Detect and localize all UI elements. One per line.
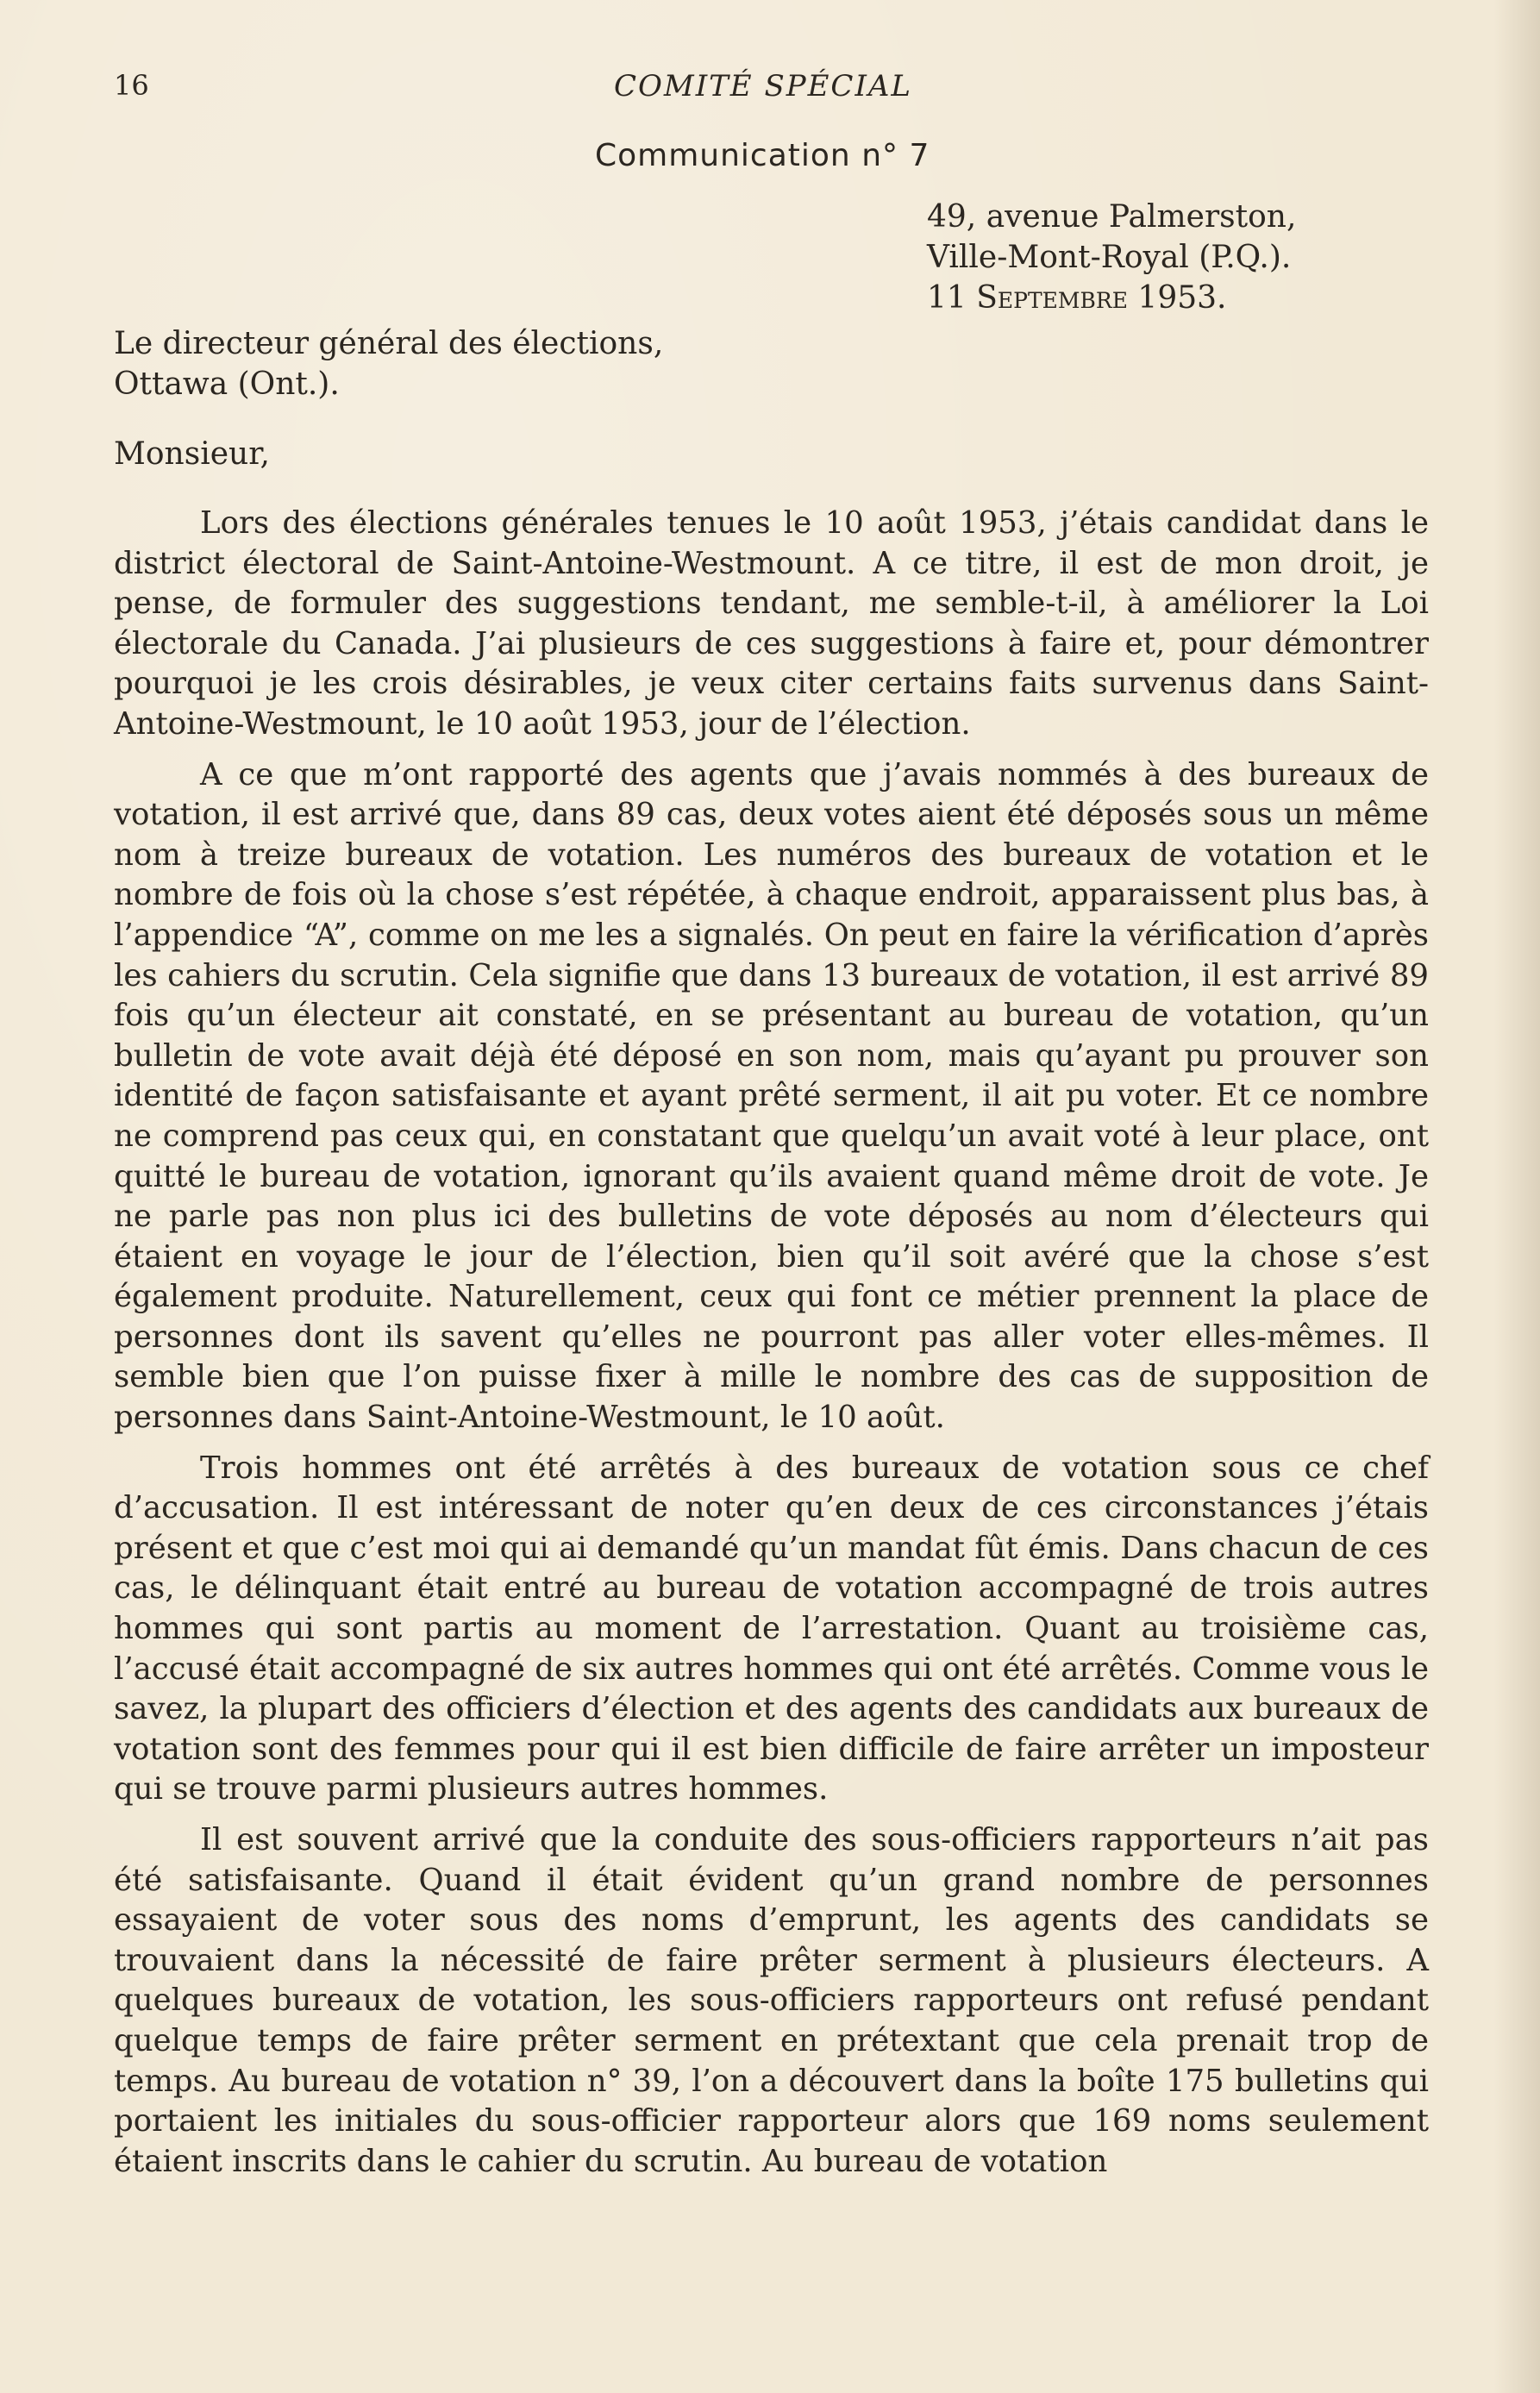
address-street: 49, avenue Palmerston, <box>927 199 1297 235</box>
paragraph: Il est souvent arrivé que la conduite des sous-officiers rapporteurs n’ait pas été satisfaisante. Quand il était évident qu’un grand nombre de personnes essayaient de voter sous des noms d’emprunt, les agents des candidats se trouvaient dans la nécessité de faire prêter serment à plusieurs électeurs. A quelques bureaux de votation, les sous-officiers rapporteurs ont refusé pendant quelque temps de faire prêter serment en prétextant que cela prenait trop de temps. Au bureau de votation n° 39, l’on a découvert dans la boîte 175 bulletins qui portaient les initiales du sous-officier rapporteur alors que 169 noms seulement étaient inscrits dans le cahier du scrutin. Au bureau de votation <box>114 1822 1429 2179</box>
recipient-block <box>114 323 663 404</box>
letter-body <box>114 504 1429 2192</box>
date-year: 1953. <box>1137 280 1227 316</box>
date-day: 11 <box>927 280 967 316</box>
recipient-city: Ottawa (Ont.). <box>114 366 340 402</box>
paragraph: Trois hommes ont été arrêtés à des bureaux de votation sous ce chef d’accusation. Il est intéressant de noter qu’en deux de ces circonstances j’étais présent et que c’est moi qui ai demandé qu’un mandat fût émis. Dans chacun de ces cas, le délinquant était entré au bureau de votation accompagné de trois autres hommes qui sont partis au moment de l’arrestation. Quant au troisième cas, l’accusé était accompagné de six autres hommes qui ont été arrêtés. Comme vous le savez, la plupart des officiers d’élection et des agents des candidats aux bureaux de votation sont des femmes pour qui il est bien difficile de faire arrêter un imposteur qui se trouve parmi plusieurs autres hommes. <box>114 1450 1429 1807</box>
address-city: Ville-Mont-Royal (P.Q.). <box>927 240 1292 275</box>
communication-title: Communication n° 7 <box>595 138 930 173</box>
paragraph: A ce que m’ont rapporté des agents que j’avais nommés à des bureaux de votation, il est arrivé que, dans 89 cas, deux votes aient été déposés sous un même nom à treize bureaux de votation. Les numéros des bureaux de votation et le nombre de fois où la chose s’est répétée, à chaque endroit, apparaissent plus bas, à l’appendice “A”, comme on me les a signalés. On peut en faire la vérification d’après les cahiers du scrutin. Cela signifie que dans 13 bureaux de votation, il est arrivé 89 fois qu’un électeur ait constaté, en se présentant au bureau de votation, qu’un bulletin de vote avait déjà été déposé en son nom, mais qu’ayant pu prouver son identité de façon satisfaisante et ayant prêté serment, il ait pu voter. Et ce nombre ne comprend pas ceux qui, en constatant que quelqu’un avait voté à leur place, ont quitté le bureau de votation, ignorant qu’ils avaient quand même droit de vote. Je ne parle pas non plus ici des bulletins de vote déposés au nom d’électeurs qui étaient en voyage le jour de l’élection, bien qu’il soit avéré que la chose s’est également produite. Naturellement, ceux qui font ce métier prennent la place de personnes dont ils savent qu’elles ne pourront pas aller voter elles-mêmes. Il semble bien que l’on puisse fixer à mille le nombre des cas de supposition de personnes dans Saint-Antoine-Westmount, le 10 août. <box>114 756 1429 1436</box>
running-title: COMITÉ SPÉCIAL <box>614 69 913 103</box>
sender-address <box>927 197 1296 318</box>
paragraph: Lors des élections générales tenues le 10 août 1953, j’étais candidat dans le district électoral de Saint-Antoine-Westmount. A ce titre, il est de mon droit, je pense, de formuler des suggestions tendant, me semble-t-il, à améliorer la Loi électorale du Canada. J’ai plusieurs de ces suggestions à faire et, pour démontrer pourquoi je les crois désirables, je veux citer certains faits survenus dans Saint-Antoine-Westmount, le 10 août 1953, jour de l’élection. <box>114 505 1429 742</box>
page-header <box>114 69 1442 112</box>
page-number: 16 <box>114 69 149 102</box>
recipient-title: Le directeur général des élections, <box>114 326 664 361</box>
salutation: Monsieur, <box>114 436 270 472</box>
date-month: Septembre <box>976 280 1128 316</box>
letter-date <box>927 278 1296 318</box>
